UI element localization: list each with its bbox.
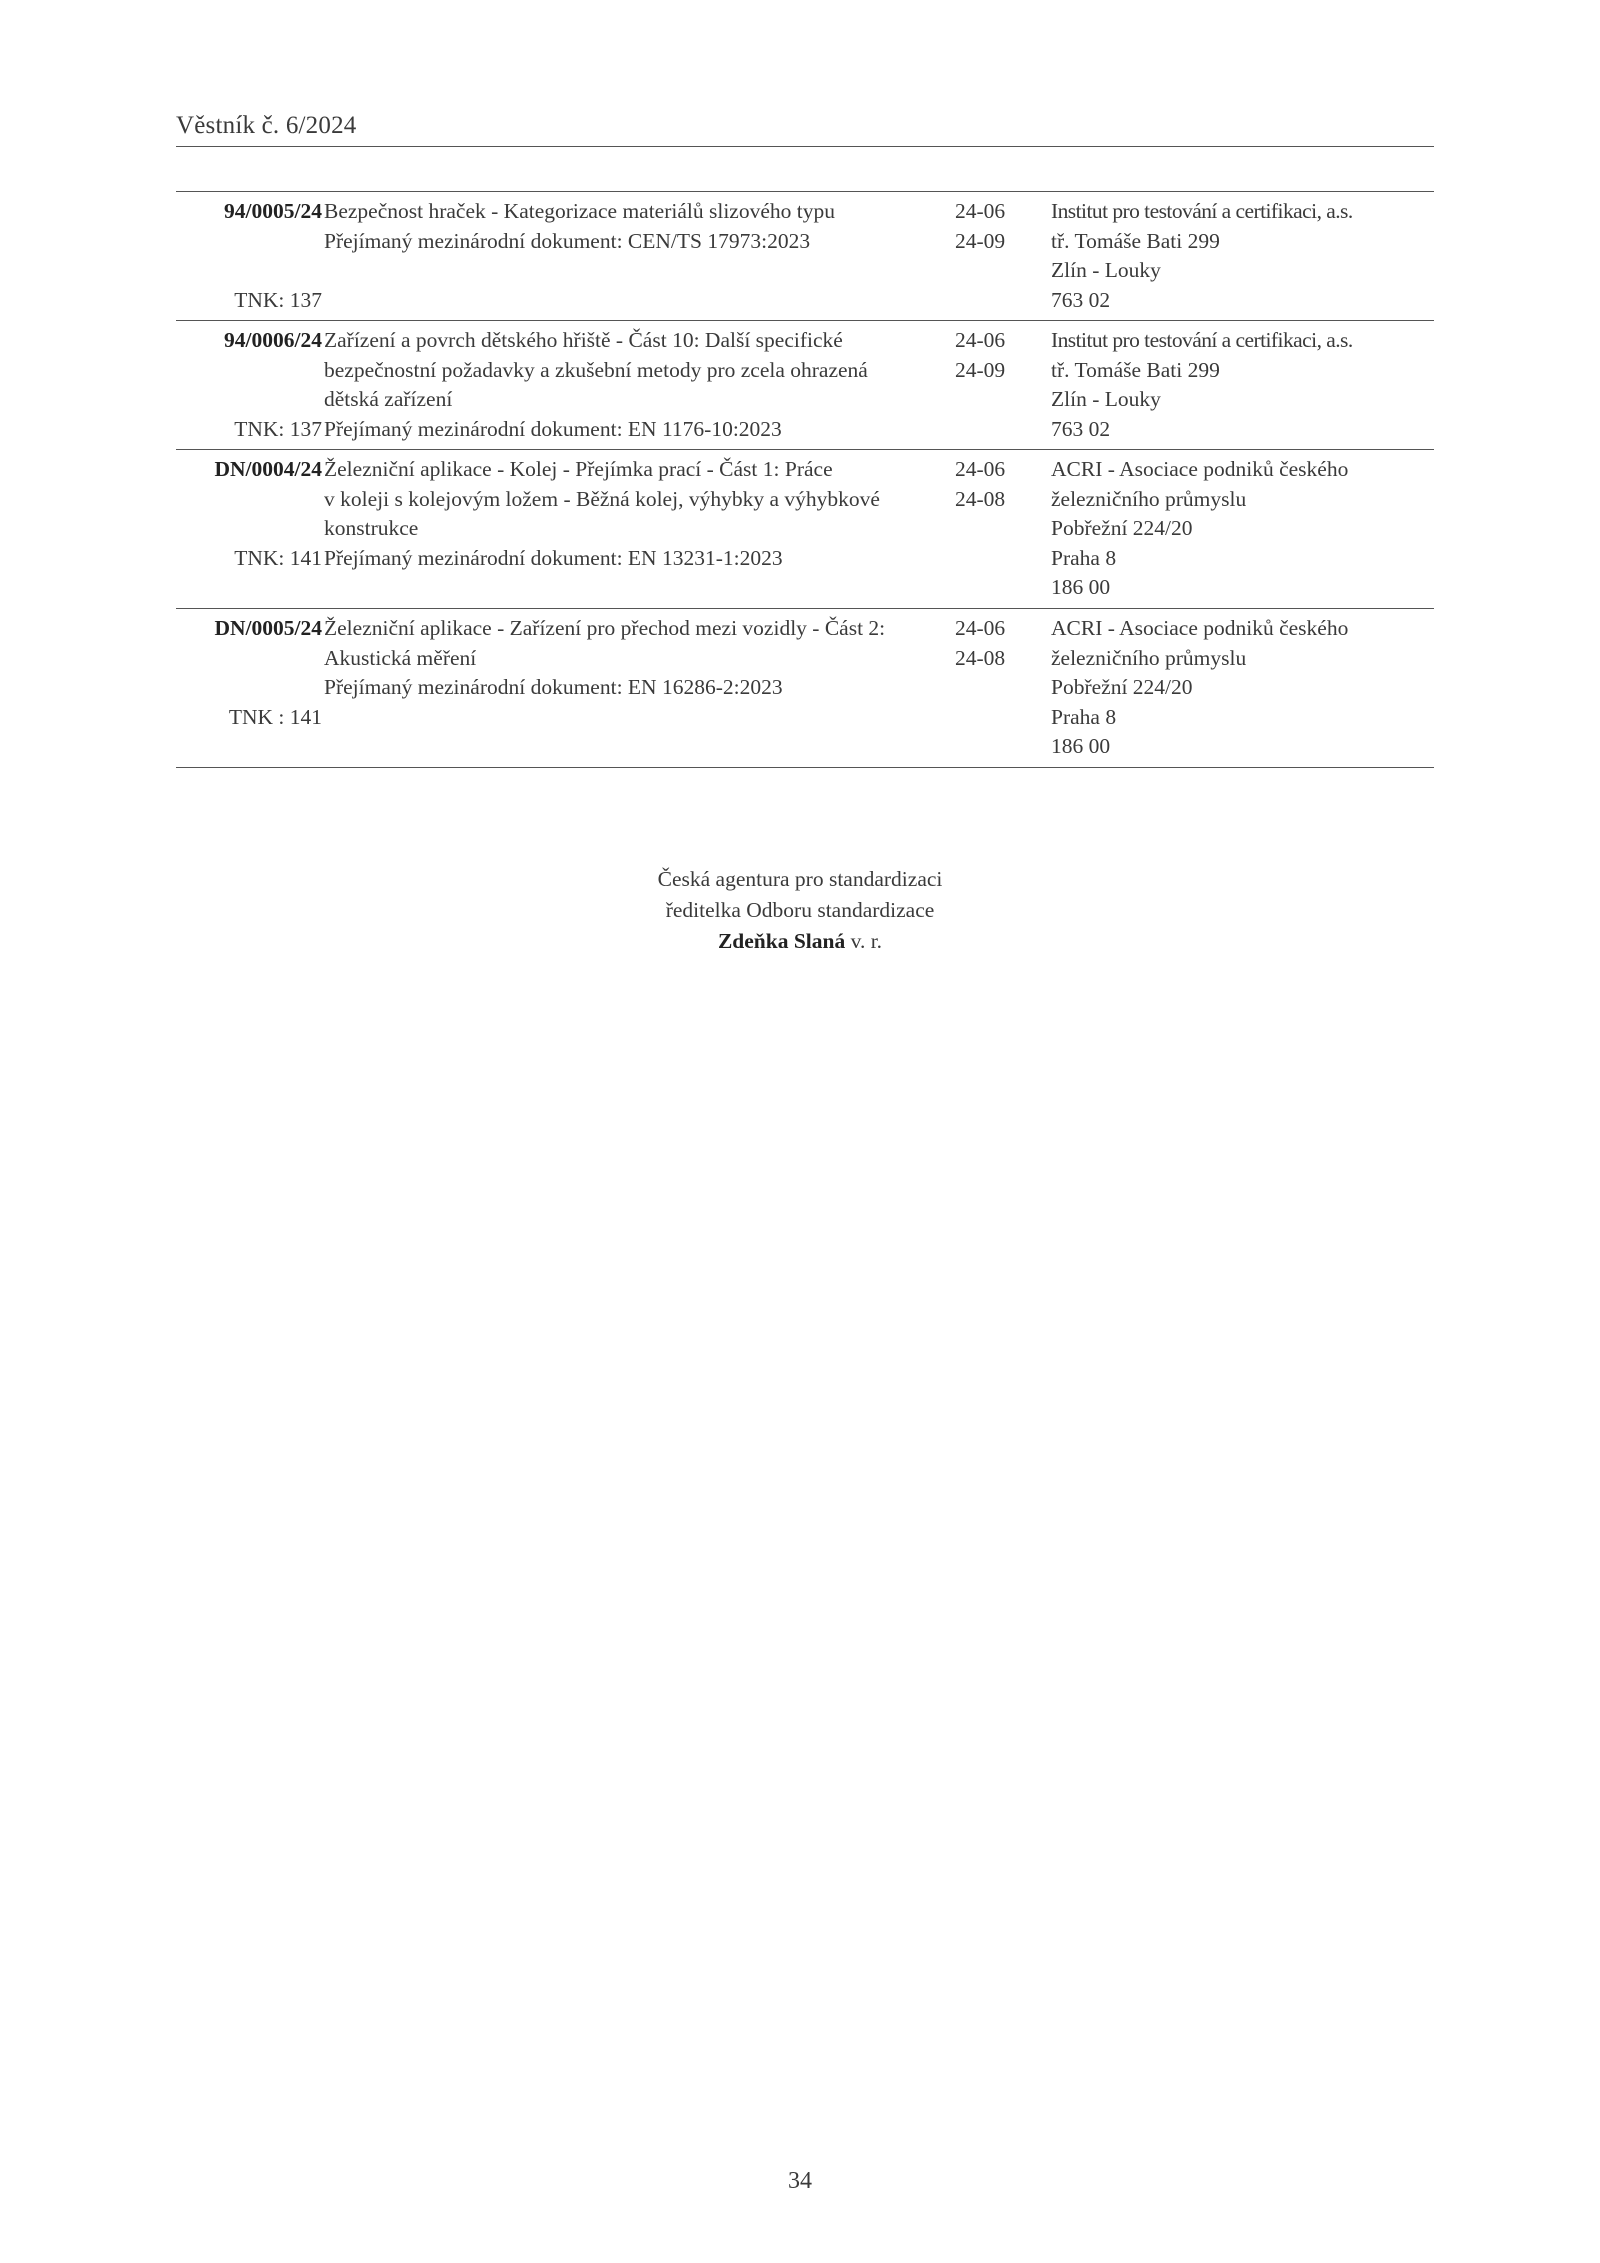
signature-agency: Česká agentura pro standardizaci <box>657 867 943 891</box>
org-street: Pobřežní 224/20 <box>1051 516 1193 540</box>
title-line: dětská zařízení <box>324 387 453 411</box>
title-line: v koleji s kolejovým ložem - Běžná kolej, výhybky a výhybkové <box>324 486 880 511</box>
title-line: konstrukce <box>324 516 419 540</box>
date-start: 24-06 <box>955 328 1006 352</box>
org-city: Zlín - Louky <box>1051 258 1161 282</box>
date-end: 24-09 <box>955 357 1006 382</box>
org-name: ACRI - Asociace podniků českého <box>1051 616 1349 640</box>
entry-organization <box>1051 326 1434 444</box>
org-city: Praha 8 <box>1051 704 1117 729</box>
entry-id-column <box>176 455 322 603</box>
org-street: Pobřežní 224/20 <box>1051 675 1193 699</box>
entry-id-column <box>176 197 322 315</box>
org-city: Zlín - Louky <box>1051 387 1161 411</box>
title-line: Přejímaný mezinárodní dokument: EN 16286-2:2023 <box>324 675 783 699</box>
signature-block <box>0 864 1600 957</box>
document-id: DN/0005/24 <box>214 616 322 640</box>
date-start: 24-06 <box>955 616 1006 640</box>
page-header <box>176 112 1434 147</box>
title-line: Přejímaný mezinárodní dokument: EN 1176-10:2023 <box>324 416 782 441</box>
signature-name: Zdeňka Slaná <box>717 929 846 953</box>
document-id: 94/0006/24 <box>224 328 322 352</box>
standard-entry <box>176 192 1434 321</box>
org-city: Praha 8 <box>1051 545 1117 570</box>
org-name: Institut pro testování a certifikaci, a.s. <box>1051 328 1353 352</box>
entry-title <box>324 326 951 444</box>
org-street: tř. Tomáše Bati 299 <box>1051 228 1220 253</box>
date-end: 24-08 <box>955 486 1006 511</box>
signature-name-line <box>0 926 1600 957</box>
title-line: Železniční aplikace - Zařízení pro přechod mezi vozidly - Část 2: <box>324 616 886 640</box>
date-start: 24-06 <box>955 457 1006 481</box>
entry-organization <box>1051 197 1434 315</box>
title-line: Přejímaný mezinárodní dokument: CEN/TS 17973:2023 <box>324 228 811 253</box>
tnk-number: TNK: 137 <box>234 287 322 312</box>
entry-title <box>324 455 951 603</box>
date-start: 24-06 <box>955 199 1006 223</box>
standards-list <box>176 191 1434 768</box>
entry-id-column <box>176 614 322 762</box>
document-id: 94/0005/24 <box>224 199 322 223</box>
entry-dates <box>955 614 1041 762</box>
document-id: DN/0004/24 <box>214 457 322 481</box>
tnk-number: TNK : 141 <box>228 704 322 729</box>
org-name-cont: železničního průmyslu <box>1051 645 1247 670</box>
entry-organization <box>1051 455 1434 603</box>
title-line: Bezpečnost hraček - Kategorizace materiálů slizového typu <box>324 199 835 223</box>
entry-organization <box>1051 614 1434 762</box>
entry-dates <box>955 326 1041 444</box>
date-end: 24-08 <box>955 645 1006 670</box>
entry-title <box>324 614 951 762</box>
standard-entry <box>176 609 1434 768</box>
org-name: Institut pro testování a certifikaci, a.s. <box>1051 199 1353 223</box>
title-line: Zařízení a povrch dětského hřiště - Část 10: Další specifické <box>324 328 843 352</box>
title-line: Přejímaný mezinárodní dokument: EN 13231-1:2023 <box>324 545 783 570</box>
page-number: 34 <box>788 2168 812 2194</box>
org-name: ACRI - Asociace podniků českého <box>1051 457 1349 481</box>
date-end: 24-09 <box>955 228 1006 253</box>
tnk-number: TNK: 141 <box>234 545 322 570</box>
title-line: Železniční aplikace - Kolej - Přejímka prací - Část 1: Práce <box>324 457 833 481</box>
entry-dates <box>955 455 1041 603</box>
signature-suffix: v. r. <box>850 929 883 953</box>
entry-title <box>324 197 951 315</box>
title-line: Akustická měření <box>324 645 477 670</box>
tnk-number: TNK: 137 <box>234 416 322 441</box>
standard-entry <box>176 321 1434 450</box>
org-postcode: 763 02 <box>1051 287 1111 312</box>
title-line: bezpečnostní požadavky a zkušební metody pro zcela ohrazená <box>324 357 868 382</box>
org-postcode: 186 00 <box>1051 734 1111 758</box>
entry-id-column <box>176 326 322 444</box>
standard-entry <box>176 450 1434 609</box>
org-postcode: 186 00 <box>1051 575 1111 599</box>
entry-dates <box>955 197 1041 315</box>
publication-title: Věstník č. 6/2024 <box>176 112 357 139</box>
org-postcode: 763 02 <box>1051 416 1111 441</box>
org-name-cont: železničního průmyslu <box>1051 486 1247 511</box>
org-street: tř. Tomáše Bati 299 <box>1051 357 1220 382</box>
signature-role: ředitelka Odboru standardizace <box>665 898 935 922</box>
